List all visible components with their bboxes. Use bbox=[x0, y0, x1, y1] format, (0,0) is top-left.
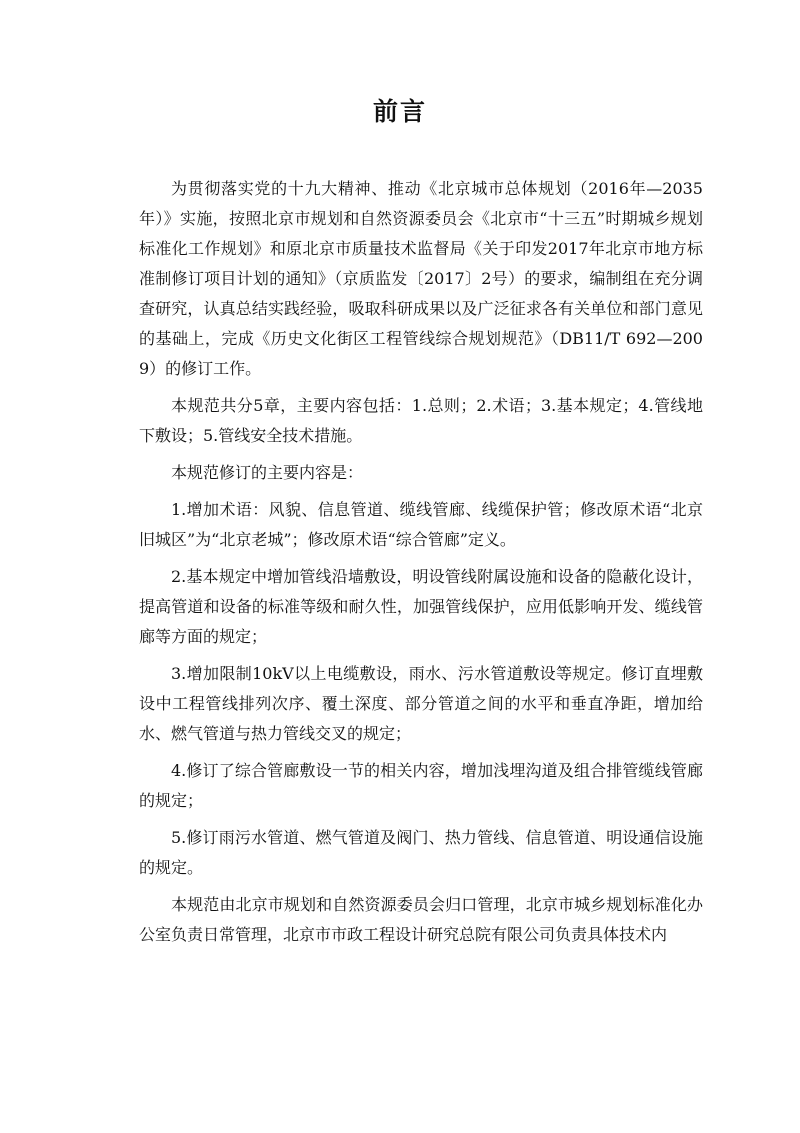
paragraph-revision-2: 2.基本规定中增加管线沿墙敷设，明设管线附属设施和设备的隐蔽化设计，提高管道和设备的标准等级和耐久性，加强管线保护，应用低影响开发、缆线管廊等方面的规定； bbox=[139, 567, 703, 646]
paragraph-intro: 为贯彻落实党的十九大精神、推动《北京城市总体规划（2016年—2035年）》实施，按照北京市规划和自然资源委员会《北京市“十三五”时期城乡规划标准化工作规划》和原北京市质量技术监督局《关于印发2017年北京市地方标准制修订项目计划的通知》（京质监发〔2017〕2号）的要求，编制组在充分调查研究，认真总结实践经验，吸取科研成果以及广泛征求各有关单位和部门意见的基础上，完成《历史文化街区工程管线综合规划规范》（DB11/T 692—2009）的修订工作。 bbox=[139, 179, 703, 378]
paragraph-chapters: 本规范共分5章，主要内容包括：1.总则；2.术语；3.基本规定；4.管线地下敷设；5.管线安全技术措施。 bbox=[139, 396, 703, 445]
paragraph-revision-heading: 本规范修订的主要内容是： bbox=[171, 463, 364, 482]
preface-body bbox=[139, 174, 703, 957]
paragraph-revision-3: 3.增加限制10kV以上电缆敷设，雨水、污水管道敷设等规定。修订直埋敷设中工程管线排列次序、覆土深度、部分管道之间的水平和垂直净距，增加给水、燃气管道与热力管线交叉的规定； bbox=[139, 664, 703, 743]
paragraph-revision-5: 5.修订雨污水管道、燃气管道及阀门、热力管线、信息管道、明设通信设施的规定。 bbox=[139, 828, 703, 877]
paragraph-revision-4: 4.修订了综合管廊敷设一节的相关内容，增加浅埋沟道及组合排管缆线管廊的规定； bbox=[139, 761, 703, 810]
page-title: 前言 bbox=[372, 97, 427, 126]
paragraph-revision-1: 1.增加术语：风貌、信息管道、缆线管廊、线缆保护管；修改原术语“北京旧城区”为“北京老城”；修改原术语“综合管廊”定义。 bbox=[139, 500, 703, 549]
paragraph-management: 本规范由北京市规划和自然资源委员会归口管理，北京市城乡规划标准化办公室负责日常管理，北京市市政工程设计研究总院有限公司负责具体技术内 bbox=[139, 895, 703, 944]
